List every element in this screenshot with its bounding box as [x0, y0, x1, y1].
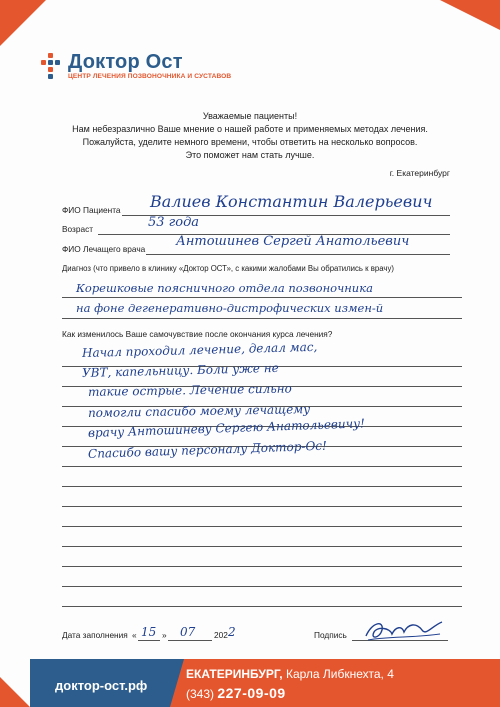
doctor-name-label: ФИО Лечащего врача [62, 244, 146, 254]
signature-label: Подпись [314, 630, 347, 640]
footer-phone-code: (343) [186, 687, 215, 701]
date-month-value: 07 [180, 625, 196, 639]
logo-name: Доктор Ост [68, 51, 183, 73]
footer-phone [186, 685, 286, 701]
intro-line-3: Пожалуйста, уделите немного времени, чтобы ответить на несколько вопросов. [82, 137, 418, 147]
diagnosis-line-2 [62, 318, 462, 319]
intro-greeting: Уважаемые пациенты! [202, 111, 298, 121]
date-month-line [168, 640, 212, 641]
diagnosis-value-line-2: на фоне дегенеративно-дистрофических измен-й [76, 301, 384, 315]
city-label: г. Екатеринбург [389, 168, 450, 178]
date-label: Дата заполнения [62, 630, 128, 640]
patient-name-label: ФИО Пациента [62, 205, 121, 215]
signature-mark [362, 616, 446, 644]
wellbeing-label: Как изменилось Ваше самочувствие после окончания курса лечения? [62, 329, 333, 339]
date-year-suffix: 2 [228, 625, 236, 639]
intro-text [0, 110, 500, 162]
corner-decoration-top-left [0, 0, 46, 46]
footer-city: ЕКАТЕРИНБУРГ, [186, 667, 283, 681]
wellbeing-value-line-5: врачу Антошиневу Сергею Анатольевичу! [87, 416, 366, 440]
footer-address [186, 667, 394, 681]
wellbeing-value-line-3: такие острые. Лечение сильно [87, 381, 292, 399]
date-day-line [138, 640, 160, 641]
diagnosis-label: Диагноз (что привело в клинику «Доктор ОСТ», с какими жалобами Вы обратились к врачу) [62, 264, 394, 273]
wellbeing-value-line-4: помогли спасибо моему лечащему [87, 402, 311, 420]
date-year-prefix: 202 [214, 630, 228, 640]
clinic-logo [40, 52, 231, 80]
corner-decoration-top-right [440, 0, 500, 30]
footer-phone-number: 227-09-09 [217, 685, 286, 701]
logo-subtitle: ЦЕНТР ЛЕЧЕНИЯ ПОЗВОНОЧНИКА И СУСТАВОВ [68, 73, 232, 80]
diagnosis-value-line-1: Корешковые поясничного отдела позвоночника [76, 281, 373, 295]
intro-line-2: Нам небезразлично Ваше мнение о нашей работе и применяемых методах лечения. [72, 124, 428, 134]
age-label: Возраст [62, 224, 94, 234]
wellbeing-value-line-1: Начал проходил лечение, делал мас, [81, 339, 318, 360]
date-close-quote: » [162, 630, 167, 640]
date-day-value: 15 [141, 625, 157, 639]
footer-banner [0, 659, 500, 707]
doctor-name-line [146, 254, 450, 255]
wellbeing-value-line-6: Спасибо вашу персоналу Доктор-Ос! [87, 438, 328, 461]
footer-website: доктор-ост.рф [55, 678, 148, 693]
wellbeing-value-line-2: УВТ, капельницу. Боли уже не [81, 360, 279, 380]
diagnosis-line-1 [62, 297, 462, 298]
date-open-quote: « [132, 630, 137, 640]
intro-line-4: Это поможет нам стать лучше. [185, 150, 315, 160]
age-value: 53 года [148, 215, 200, 230]
doctor-name-value: Антошинев Сергей Анатольевич [176, 234, 410, 249]
patient-name-value: Валиев Константин Валерьевич [150, 192, 433, 211]
footer-street: Карла Либкнехта, 4 [285, 667, 394, 681]
logo-cross-icon [40, 53, 62, 79]
